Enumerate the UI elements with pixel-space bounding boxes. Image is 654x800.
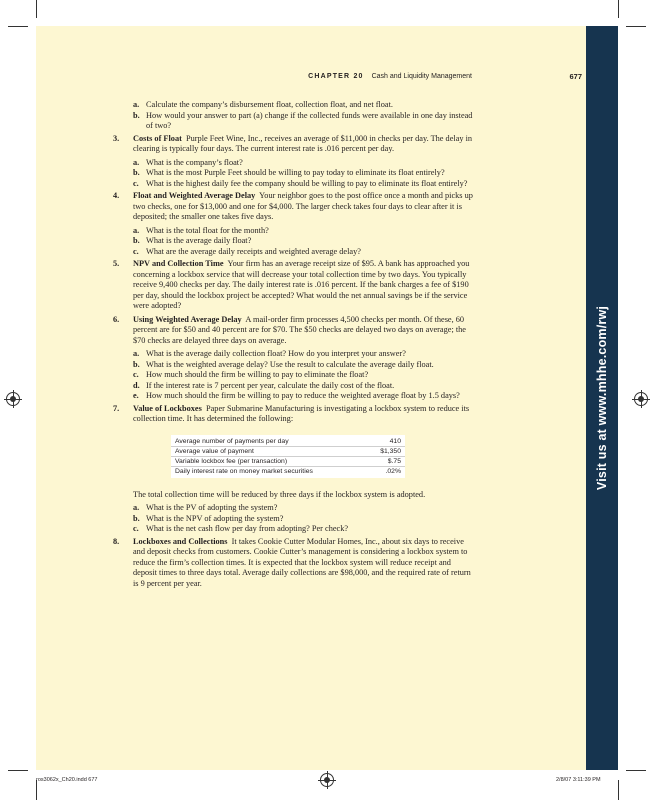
crop-mark-bottom-right-h [626,770,646,771]
table-cell-value: $1,350 [366,446,405,456]
subquestion [133,179,473,190]
subquestion [133,168,473,179]
problem-statement [133,537,473,590]
table-row [171,446,405,456]
subquestion-text: What is the NPV of adopting the system? [146,513,284,523]
table-cell-label: Variable lockbox fee (per transaction) [171,456,366,466]
problem-statement [133,191,473,223]
registration-mark-bottom [320,773,334,787]
subquestion-label: b. [133,513,140,523]
table-row [171,435,405,447]
chapter-label: CHAPTER 20 [308,73,364,80]
problem-8 [113,537,473,590]
subquestion-label: a. [133,100,140,109]
page-number: 677 [569,72,582,81]
problem-number: 3. [113,133,120,143]
subquestion-label: c. [133,524,139,533]
subquestion-label: a. [133,503,140,512]
subquestion-label: b. [133,110,140,120]
subquestion-text: Calculate the company’s disbursement float, collection float, and net float. [146,100,393,109]
top-subquestions [113,100,473,132]
problem-number: 5. [113,259,120,268]
running-header [0,73,472,80]
subquestion [133,514,473,525]
subquestion-label: b. [133,359,140,369]
problem-title: Lockboxes and Collections [133,536,228,546]
subquestion-text: What are the average daily receipts and weighted average delay? [146,246,361,256]
subquestion [133,391,473,402]
crop-mark-bottom-left-v [36,780,37,800]
problem-number: 8. [113,536,120,546]
crop-mark-bottom-right-v [618,780,619,800]
problem-text: Paper Submarine Manufacturing is investigating a lockbox system to reduce its collection time. It has determined the following: [133,403,470,423]
subquestion-text: What is the highest daily fee the company should be willing to pay to eliminate its float entirely? [146,178,468,188]
subquestion-label: a. [133,225,140,235]
subquestion-text: How much should the firm be willing to pay to eliminate the float? [146,370,369,379]
subquestion-label: c. [133,370,139,379]
problem-text: Purple Feet Wine, Inc., receives an average of $11,000 in checks per day. The delay in clearing is typically four days. The current interest rate is .016 percent per day. [133,133,473,153]
table-cell-value: 410 [389,437,401,445]
problem-text: Your firm has an average receipt size of $95. A bank has approached you concerning a lockbox service that will decrease your total collection time by two days. You typically receive 9,400 checks per day. The daily interest rate is .016 percent. If the bank charges a fee of $190 per day, should the lockbox project be accepted? What would the net annual savings be if the service were adopted? [133,259,470,310]
crop-mark-top-left-h [8,26,28,27]
registration-mark-right [634,392,648,406]
problem-title: Using Weighted Average Delay [133,314,242,324]
crop-mark-top-right-h [626,26,646,27]
subquestion-text: If the interest rate is 7 percent per year, calculate the daily cost of the float. [146,380,395,390]
subquestion-label: d. [133,380,140,390]
subquestion [133,226,473,237]
crop-mark-top-right-v [618,0,619,18]
subquestion-label: a. [133,157,140,167]
table-cell-label: Daily interest rate on money market securities [171,466,366,478]
subquestion-text: How would your answer to part (a) change if the collected funds were available in one day instead of two? [146,110,473,130]
footer-file-info: ros3062x_Ch20.indd 677 [36,777,98,783]
subquestion-text: What is the company’s float? [146,157,243,167]
subquestion [133,360,473,371]
subquestion-text: What is the most Purple Feet should be willing to pay today to eliminate its float entirely? [146,168,445,177]
problem-statement [133,259,473,312]
subquestion-label: a. [133,349,140,358]
subquestion-label: b. [133,168,140,177]
problem-title: Costs of Float [133,133,182,143]
problem-3 [113,134,473,190]
subquestion-text: How much should the firm be willing to pay to reduce the weighted average float by 1.5 days? [146,391,460,400]
table-row [171,456,405,466]
lockbox-data-table [171,435,405,478]
subquestion [133,111,473,132]
subquestion [133,381,473,392]
problem-number: 6. [113,314,120,324]
table-row [171,466,405,478]
subquestion-text: What is the average daily float? [146,236,252,245]
problem-title: NPV and Collection Time [133,259,224,268]
subquestion [133,247,473,258]
subquestion-text: What is the weighted average delay? Use the result to calculate the average daily float. [146,359,434,369]
subquestion-label: e. [133,391,139,400]
subquestion [133,524,473,535]
problem-6 [113,315,473,402]
subquestion-label: c. [133,246,139,256]
subquestion [133,349,473,360]
problem-text: It takes Cookie Cutter Modular Homes, Inc., about six days to receive and deposit checks from customers. Cookie Cutter’s management is considering a lockbox system to reduce the firm’s collection times. It is expected that the lockbox system will reduce receipt and deposit times to three days total. Average daily collections are $98,000, and the required rate of return is 9 percent per year. [133,536,471,588]
footer-timestamp: 2/8/07 3:11:39 PM [556,777,601,783]
problem-number: 4. [113,191,120,200]
table-cell-value: $.75 [366,456,405,466]
chapter-title: Cash and Liquidity Management [371,73,472,80]
subquestion-text: What is the PV of adopting the system? [146,503,278,512]
registration-mark-left [6,392,20,406]
sidebar-url-text: Visit us at www.mhhe.com/rwj [595,305,609,491]
problem-number: 7. [113,403,120,413]
problem-5 [113,259,473,312]
subquestion-text: What is the average daily collection float? How do you interpret your answer? [146,349,406,358]
problem-title: Float and Weighted Average Delay [133,191,256,200]
subquestion-label: b. [133,236,140,245]
problem-list [113,100,473,592]
table-cell-label: Average value of payment [171,446,366,456]
subquestion [133,236,473,247]
table-cell-label: Average number of payments per day [175,437,289,445]
crop-mark-top-left-v [36,0,37,18]
problem-4 [113,191,473,257]
problem-statement [133,404,473,425]
subquestion [133,158,473,169]
subquestion-text: What is the net cash flow per day from adopting? Per check? [146,524,349,533]
subquestion [133,503,473,514]
problem-text: Your neighbor goes to the post office once a month and picks up two checks, one for $13,000 and one for $4,000. The larger check takes four days to clear after it is deposited; the smaller one takes five days. [133,191,473,221]
problem-statement [133,134,473,155]
problem-text: A mail-order firm processes 4,500 checks per month. Of these, 60 percent are for $50 and 40 percent are for $70. The $50 checks are delayed two days on average; the $70 checks are delayed three days on average. [133,314,466,345]
problem-followup-text: The total collection time will be reduced by three days if the lockbox system is adopted. [133,489,426,499]
table-cell-value: .02% [366,466,405,478]
problem-statement [133,315,473,347]
problem-title: Value of Lockboxes [133,403,202,413]
crop-mark-bottom-left-h [8,770,28,771]
subquestion [133,100,473,111]
problem-7 [113,404,473,535]
subquestion-label: c. [133,178,139,188]
subquestion [133,370,473,381]
subquestion-text: What is the total float for the month? [146,225,269,235]
